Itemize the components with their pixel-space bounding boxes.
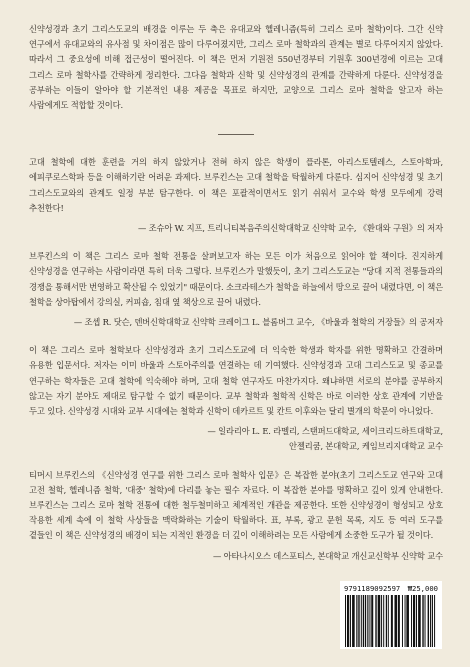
barcode-bar bbox=[405, 595, 406, 647]
barcode-bar bbox=[378, 595, 381, 647]
endorsement-4-attribution bbox=[29, 549, 443, 564]
barcode-bar bbox=[358, 595, 359, 647]
barcode-bar bbox=[352, 595, 355, 647]
barcode-bar bbox=[434, 595, 435, 647]
barcode-bar bbox=[432, 595, 433, 647]
barcode-bar bbox=[347, 595, 349, 647]
isbn-barcode bbox=[340, 581, 442, 649]
barcode-bar bbox=[402, 595, 403, 647]
barcode-bar bbox=[394, 595, 397, 647]
endorsement-2-attribution bbox=[29, 315, 443, 330]
barcode-bar bbox=[418, 595, 421, 647]
barcode-bar bbox=[422, 595, 423, 647]
endorsement-1-attribution bbox=[29, 221, 443, 236]
barcode-bar bbox=[361, 595, 362, 647]
barcode-bar bbox=[430, 595, 431, 647]
barcode-bar bbox=[416, 595, 417, 647]
endorsement-4-author: — 아타나시오스 데스포티스, 본대학교 개신교신학부 신약학 교수 bbox=[212, 550, 443, 561]
barcode-bar bbox=[386, 595, 387, 647]
endorsement-3-text: 이 책은 그리스 로마 철학보다 신약성경과 초기 그리스도교에 더 익숙한 학생과 학자를 위한 명확하고 간결하며 유용한 입문서다. 저자는 이미 바울과 스토아주의를 연결하는 데 기여했다. 신약성경과 고대 그리스도교 및 종교를 연구하는 학자들은 고대 철학에 익숙해야 하며, 고대 철학 연구자도 마찬가지다. 왜냐하면 서로의 분야를 공부하지 않고는 자기 분야도 제대로 탐구할 수 없기 때문이다. 교부 철학과 철학적 신학은 바로 이러한 상호 관계에 기반을 두고 있다. 신약성경 시대와 교부 시대에는 철학과 신학이 데카르트 및 칸트 이후와는 달리 별개의 학문이 아니었다. bbox=[29, 345, 443, 417]
barcode-bar bbox=[391, 595, 393, 647]
barcode-bars bbox=[344, 595, 438, 647]
barcode-bar bbox=[345, 595, 346, 647]
barcode-bar bbox=[356, 595, 357, 647]
endorsement-3-author-line2: 안젤리쿰, 본대학교, 케임브리지대학교 교수 bbox=[288, 441, 443, 452]
endorsement-4-text: 티머시 브루킨스의 《신약성경 연구를 위한 그리스 로마 철학사 입문》은 복잡한 분야(초기 그리스도교 연구와 고대 고전 철학, 헬레니즘 철학, '대중' 철학)에 다리를 놓는 필수 자료다. 이 복잡한 분야를 명확하고 깊이 있게 안내한다. 브루킨스는 그리스 로마 철학 전통에 대한 철두철미하고 체계적인 개관을 제공한다. 또한 신약성경이 형성되고 상호 작용한 세계 속에 이 철학 사상들을 맥락화하는 기술이 탁월하다. 표, 부록, 광고 문헌 목록, 지도 등 여러 도구를 곁들인 이 책은 신약성경의 배경이 되는 지적인 환경을 더 깊이 이해하려는 모든 사람에게 소중한 도구가 될 것이다. bbox=[29, 469, 443, 541]
endorsement-2-author: — 조셉 R. 닷슨, 덴버신학대학교 신약학 크레이그 L. 블롬버그 교수, 《바울과 철학의 거장들》의 공저자 bbox=[73, 317, 443, 328]
barcode-bar bbox=[388, 595, 389, 647]
endorsement-3-author-line1: — 일라리아 L. E. 라멜리, 스탠퍼드대학교, 세이크리드하트대학교, bbox=[207, 426, 443, 437]
barcode-bar bbox=[406, 595, 409, 647]
endorsement-3-attribution bbox=[29, 424, 443, 454]
barcode-bar bbox=[375, 595, 376, 647]
barcode-bar bbox=[428, 595, 429, 647]
barcode-bar bbox=[369, 595, 370, 647]
barcode-bar bbox=[398, 595, 400, 647]
endorsement-2-text: 브루킨스의 이 책은 그리스 로마 철학 전통을 살펴보고자 하는 모든 이가 처음으로 읽어야 할 책이다. 진지하게 신약성경을 연구하는 사람이라면 특히 더욱 그렇다. 브루킨스가 말했듯이, 초기 그리스도교는 "당대 지적 전통들과의 경쟁을 통해서만 번영하고 확산될 수 있었기" 때문이다. 소크라테스가 철학을 하늘에서 땅으로 끌어 내렸다면, 이 책은 철학을 상아탑에서 강의실, 커피숍, 침대 옆 책상으로 끌어 내렸다. bbox=[29, 251, 443, 307]
isbn-number: 9791189092597 bbox=[344, 584, 401, 593]
barcode-bar bbox=[381, 595, 382, 647]
barcode-bar bbox=[363, 595, 364, 647]
barcode-bar bbox=[413, 595, 415, 647]
barcode-bar bbox=[367, 595, 368, 647]
barcode-bar bbox=[383, 595, 384, 647]
endorsement-1-text: 고대 철학에 대한 훈련을 거의 하지 않았거나 전혀 하지 않은 학생이 플라톤, 아리스토텔레스, 스토아학파, 에피쿠로스학파 등을 이해하기란 어려운 과제다. 브루킨스는 고대 철학을 탁월하게 다룬다. 심지어 신약성경 및 초기 그리스도교와의 관계도 일정 부분 탐구한다. 이 책은 포괄적이면서도 읽기 쉬워서 교수와 학생 모두에게 강력 추천한다! bbox=[29, 157, 443, 213]
barcode-bar bbox=[365, 595, 366, 647]
barcode-bar bbox=[350, 595, 351, 647]
book-description: 신약성경과 초기 그리스도교의 배경을 이루는 두 축은 유대교와 헬레니즘(특히 그리스 로마 철학)이다. 그간 신약 연구에서 유대교와의 유사점 및 차이점은 많이 다루어졌지만, 그리스 로마 철학과의 관계는 별로 다루어지지 않았다. 따라서 그 중요성에 비해 접근성이 떨어진다. 이 책은 먼저 기원전 550년경부터 기원후 300년경에 이르는 고대 그리스 로마 철학사를 간략하게 정리한다. 그다음 철학과 신학 및 신약성경의 관계를 간략하게 다룬다. 신약성경을 공부하는 이들이 알아야 할 기본적인 내용 제공을 목표로 하지만, 교양으로 그리스 로마 철학을 알고자 하는 사람에게도 적합할 것이다. bbox=[29, 24, 443, 111]
book-price: ₩25,000 bbox=[407, 584, 438, 593]
barcode-bar bbox=[425, 595, 426, 647]
section-divider bbox=[218, 134, 254, 135]
barcode-bar bbox=[371, 595, 373, 647]
endorsement-1-author: — 조슈아 W. 지프, 트리니티복음주의신학대학교 신약학 교수, 《환대와 구원》의 저자 bbox=[137, 223, 443, 234]
barcode-bar bbox=[411, 595, 412, 647]
